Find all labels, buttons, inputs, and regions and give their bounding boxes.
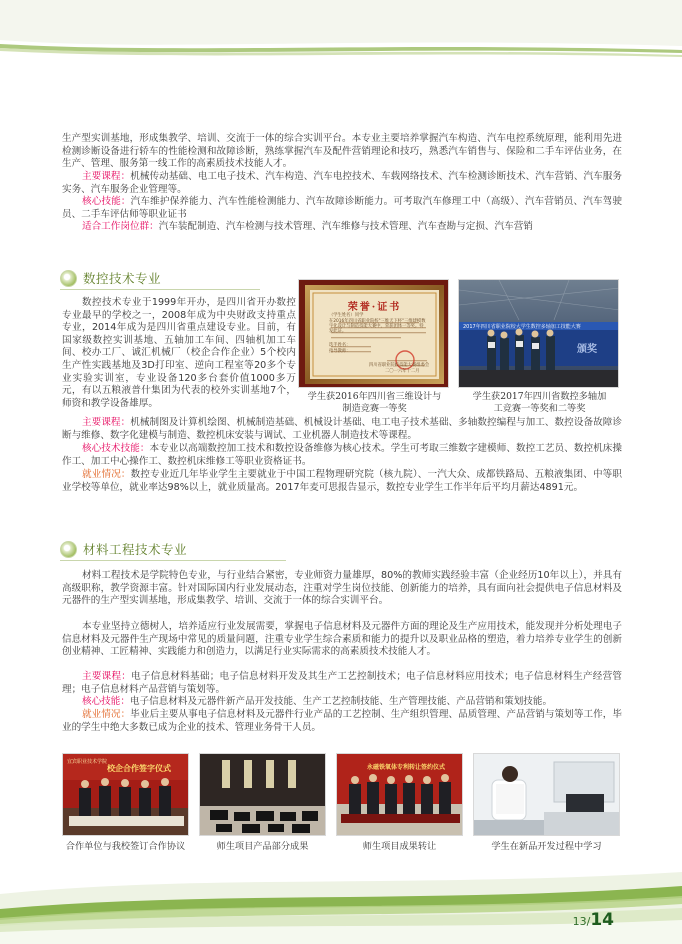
signing-banner-org: 宜宾职业技术学院	[67, 759, 108, 765]
intro-courses: 主要课程：机械传动基础、电工电子技术、汽车构造、汽车电控技术、车载网络技术、汽车检测诊断技术、汽车营销、汽车服务实务、汽车服务企业管理等。	[62, 171, 622, 195]
intro-text: 生产型实训基地，形成集教学、培训、交流于一体的综合实训平台。本专业主要培养掌握汽车构造、汽车电控系统原理，能利用先进检测诊断设备进行轿车的性能检测和故障诊断，熟练掌握汽车及配件营销理论和技巧，熟悉汽车销售与、保险和二手车评估业务，在生产、管理、服务第一线工作的高素质技术技能人才。	[62, 133, 622, 170]
transfer-banner: 永磁铁氧体专利转让签约仪式	[367, 764, 446, 771]
certificate-date: 二〇一六年十二月	[385, 369, 420, 374]
top-decorative-band	[0, 0, 682, 60]
student-development-photo	[473, 753, 620, 836]
transfer-caption: 师生项目成果转让	[362, 841, 437, 852]
certificate-name-line: （学生姓名）同学	[329, 313, 364, 318]
products-caption: 师生项目产品部分成果	[216, 841, 309, 852]
certificate-heading: 荣誉·证书	[347, 302, 402, 313]
page-number-current: 13/	[572, 915, 591, 928]
cnc-skills: 核心技术技能：本专业以高端数控加工技术和数控设备维修为核心技术。学生可考取三维数字建模师、数控工艺员、数控机床操作工、加工中心操作工、数控机床维修工等职业资格证书。	[62, 443, 623, 467]
materials-section-heading	[60, 540, 187, 558]
signing-ceremony-photo	[62, 753, 189, 836]
bullet-circle-icon	[60, 541, 77, 558]
materials-skills: 核心技能：电子信息材料及元器件新产品开发技能、生产工艺控制技能、生产管理技能、产品营销和策划技能。	[82, 696, 553, 707]
cnc-section-heading	[60, 269, 161, 287]
materials-section-title: 材料工程技术专业	[83, 542, 188, 557]
award-ceremony-caption: 学生获2017年四川省数控多轴加工竞赛一等奖和二等奖	[472, 391, 607, 414]
lab-illustration	[474, 754, 620, 836]
materials-paragraph-2: 本专业坚持立德树人，培养适应行业发展需要，掌握电子信息材料及元器件方面的理论及生产应用技术，能发现并分析处理电子信息材料及元器件生产现场中常见的质量问题，注重专业学生综合素质和能力的提升以及职业品格的塑造，着力培养专业学生的创新创业精神、工匠精神、实践能力和创造力，以满足行业实际需求的高素质技术技能人才。	[62, 621, 622, 658]
cnc-courses: 主要课程：机械制图及计算机绘图、机械制造基础、机械设计基础、电工电子技术基础、多轴数控编程与加工、数控设备故障诊断与维修、数字化建模与制造、数控机床安装与调试、工业机器人制造技术等课程。	[62, 417, 622, 441]
cnc-body: 数控技术专业于1999年开办，是四川省开办数控专业最早的学校之一，2008年成为中央财政支持重点专业，2014年成为是四川省重点建设专业。目前，有国家级数控实训基地、五轴加工车间、四轴机加工车间、校办工厂、诚汇机械厂（校企合作企业）5个校内生产性实践基地及3D打印室、逆向工程室等20多个专业实验实训室，专业设备120多台套价值1000多万元，有以五粮液普什集团为代表的校外实训基地7个，师资和教学设备雄厚。	[62, 297, 296, 409]
page-number-bold: 14	[590, 910, 614, 930]
bullet-circle-icon	[60, 270, 77, 287]
ceremony-banner: 2017年四川省职业院校大学生数控多轴加工技能大赛	[463, 324, 581, 330]
certificate-body: 在2016年四川省职业院校"三维天下杯"三维建模数字化设计与制造技能大赛中，荣获团体一等奖。特发此证。	[329, 319, 426, 335]
products-illustration	[200, 754, 326, 836]
page-number	[573, 910, 614, 930]
cnc-employment: 就业情况：数控专业近几年毕业学生主要就业于中国工程物理研究院（核九院）、一汽大众、成都铁路局、五粮液集团、中等职业学校等单位，就业率达98%以上，就业质量高。2017年麦可思报告显示，数控专业学生工作半年后平均月薪达4891元。	[62, 469, 622, 493]
student-development-caption: 学生在新品开发过程中学习	[491, 841, 602, 852]
transfer-signing-photo	[336, 753, 463, 836]
certificate-caption: 学生获2016年四川省三维设计与制造竞赛一等奖	[307, 391, 442, 414]
intro-skills: 核心技能：汽车维护保养能力、汽车性能检测能力、汽车故障诊断能力。可考取汽车修理工中（高级）、汽车营销员、汽车驾驶员、二手车评估师等职业证书	[62, 196, 622, 220]
certificate-teacher-label: 指导教师：	[329, 349, 351, 354]
materials-heading-rule	[60, 560, 286, 561]
signing-banner: 校企合作签字仪式	[107, 764, 171, 773]
intro-jobs: 适合工作岗位群：汽车装配制造、汽车检测与技术管理、汽车维修与技术管理、汽车查勘与定损、汽车营销	[82, 221, 533, 232]
cnc-section-title: 数控技术专业	[83, 271, 162, 286]
certificate-photo	[298, 279, 449, 388]
materials-paragraph-1: 材料工程技术是学院特色专业，与行业结合紧密，专业师资力量雄厚，80%的教师实践经验丰富（企业经历10年以上），并具有高级职称，教学资源丰富。针对国际国内行业发展动态，注重对学生岗位技能、创新能力的培养，具有面向社会提供电子信息材料及元器件的生产型实训基地，形成集教学、培训、交流于一体的综合实训平台。	[62, 570, 622, 607]
award-stage-illustration	[459, 280, 619, 388]
award-ceremony-photo	[458, 279, 619, 388]
materials-employment: 就业情况：毕业后主要从事电子信息材料及元器件行业产品的工艺控制、生产组织管理、品质管理、产品营销与策划等工作，毕业的学生中绝大多数已成为企业的技术、管理业务骨干人员。	[62, 709, 622, 733]
bottom-decorative-band	[0, 854, 682, 944]
materials-courses: 主要课程：电子信息材料基础；电子信息材料开发及其生产工艺控制技术；电子信息材料应用技术；电子信息材料生产经营管理；电子信息材料产品营销与策划等。	[62, 671, 623, 695]
certificate-student-label: 选手姓名：	[329, 343, 351, 348]
signing-caption: 合作单位与我校签订合作协议	[65, 841, 186, 852]
certificate-issuer: 四川省职业院校技能大赛组委会	[369, 363, 430, 368]
ceremony-banner-award: 颁奖	[577, 344, 597, 355]
cnc-heading-rule	[60, 289, 260, 290]
products-display-photo	[199, 753, 326, 836]
